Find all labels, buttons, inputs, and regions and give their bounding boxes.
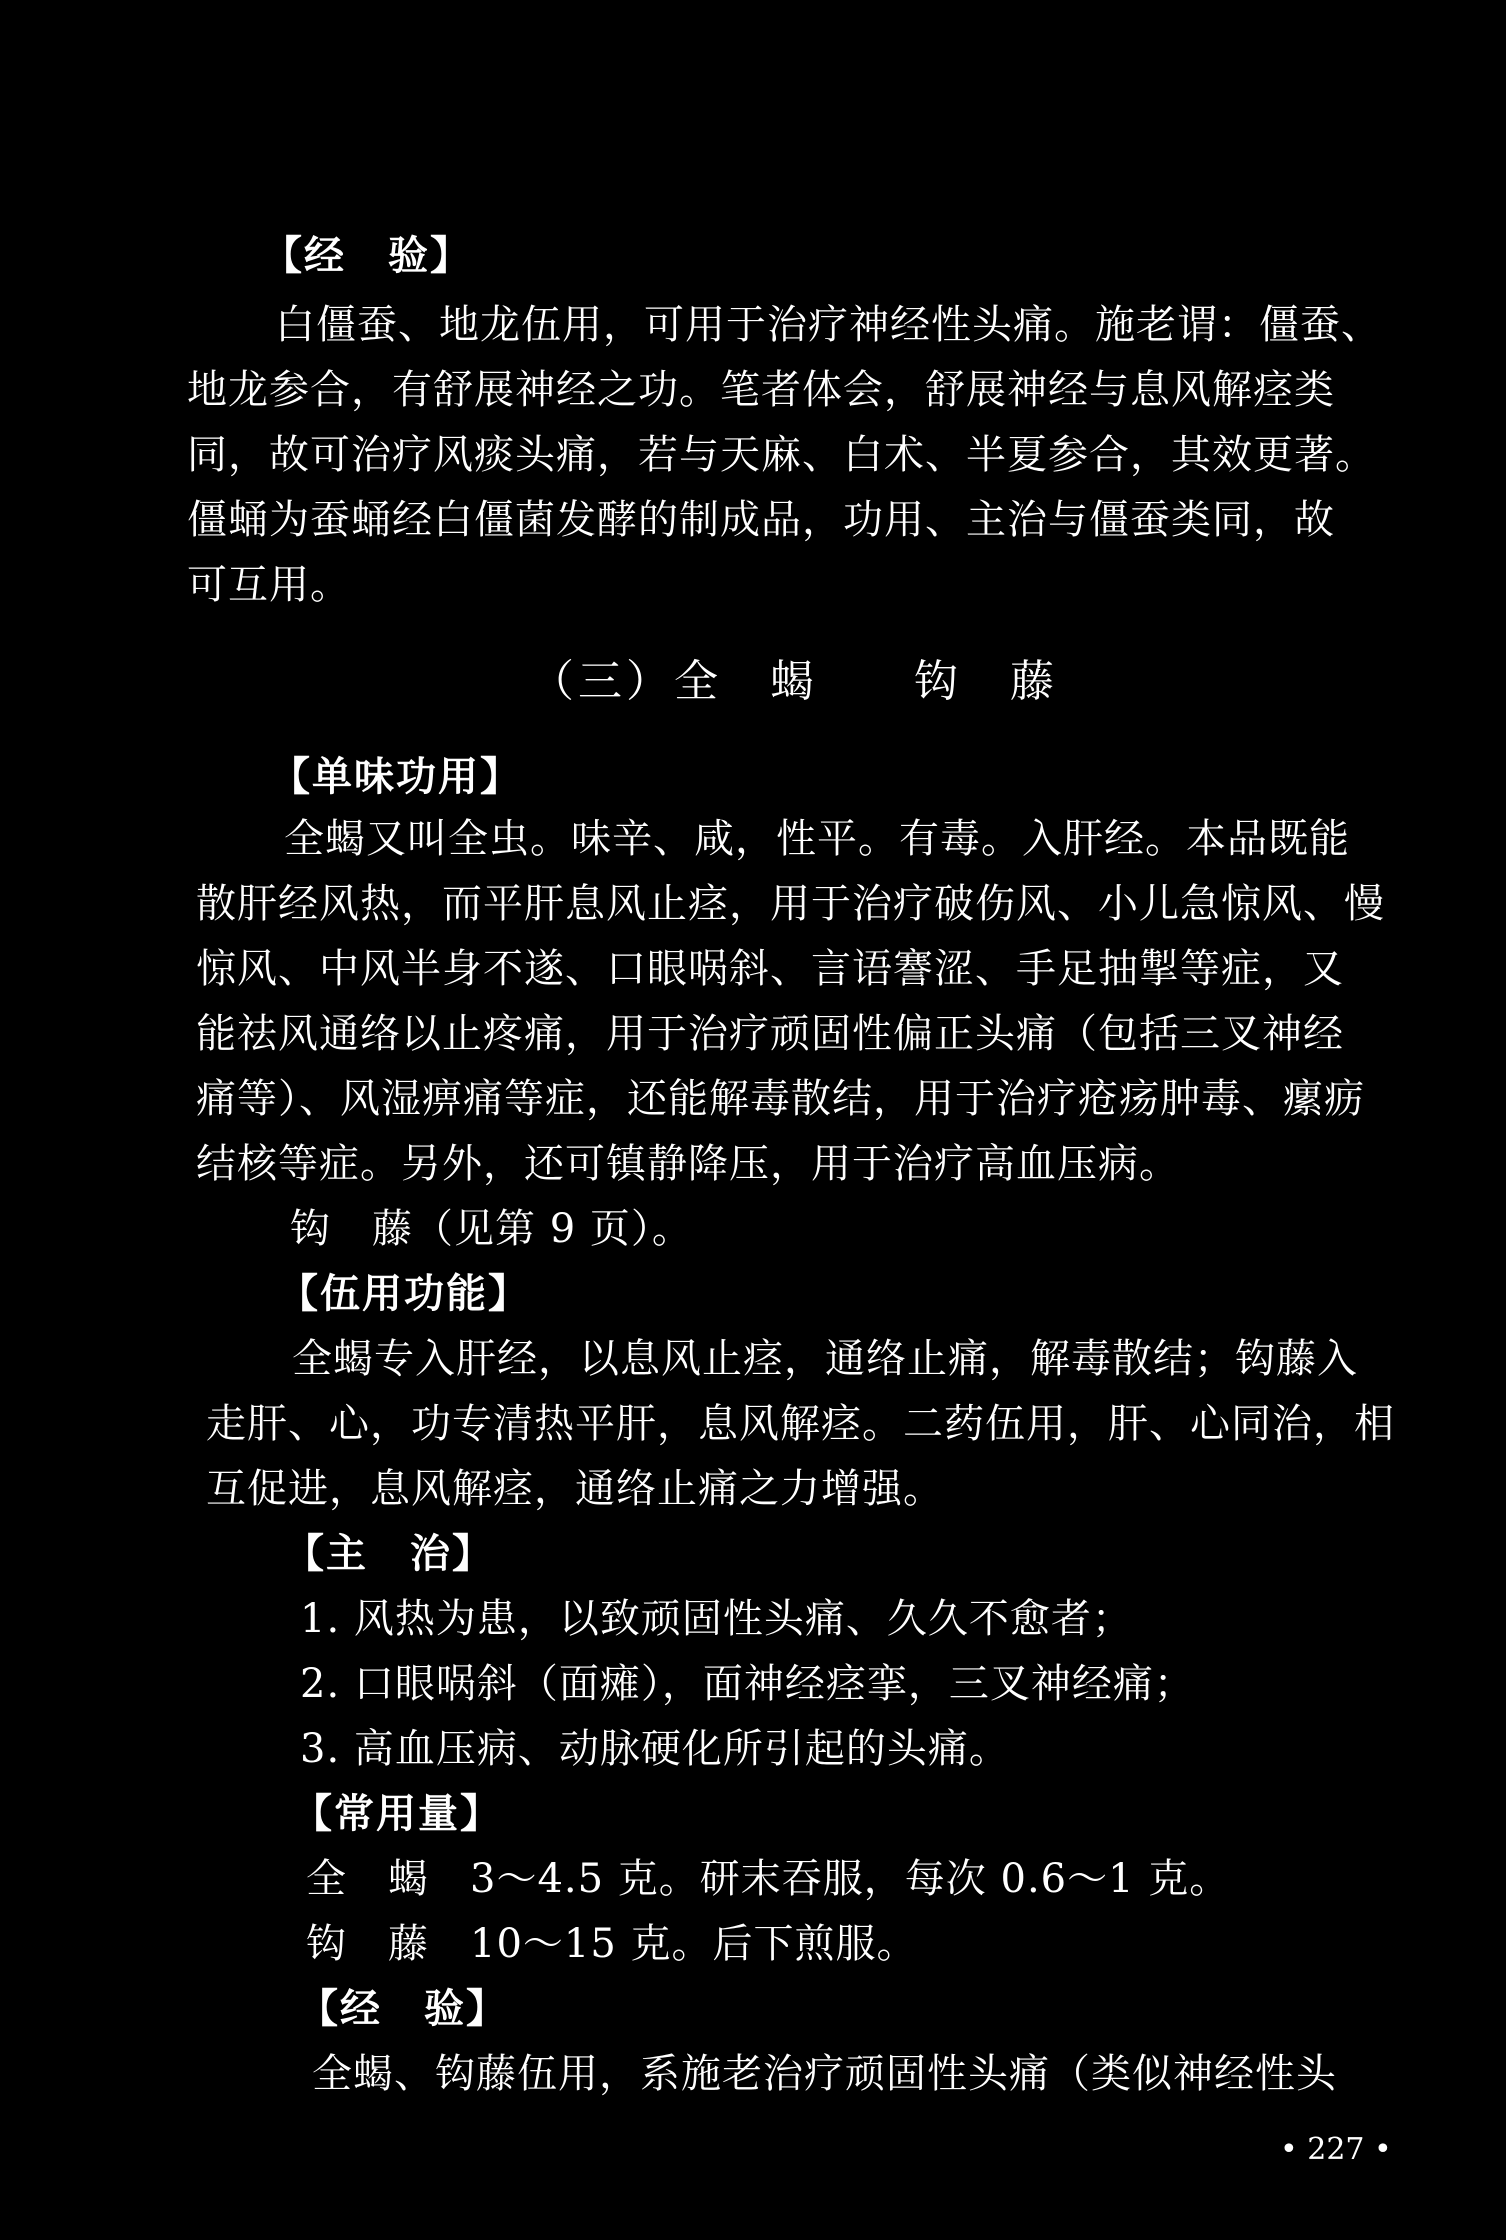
section-heading-combined-function: 【伍用功能】 (278, 1271, 530, 1317)
text-line: 可互用。 (187, 562, 351, 608)
list-item: 2. 口眼㖞斜（面瘫），面神经痉挛，三叉神经痛； (300, 1661, 1195, 1707)
text-line: 白僵蚕、地龙伍用，可用于治疗神经性头痛。施老谓：僵蚕、 (275, 302, 1382, 348)
list-item: 3. 高血压病、动脉硬化所引起的头痛。 (300, 1726, 1010, 1772)
text-line: 全蝎、钩藤伍用，系施老治疗顽固性头痛（类似神经性头 (312, 2051, 1337, 2097)
section-heading-dosage: 【常用量】 (292, 1791, 502, 1837)
text-line: 走肝、心，功专清热平肝，息风解痉。二药伍用，肝、心同治，相 (206, 1401, 1395, 1447)
section-heading-experience-1: 【经 验】 (262, 233, 472, 279)
text-line: 同，故可治疗风痰头痛，若与天麻、白术、半夏参合，其效更著。 (187, 432, 1376, 478)
list-item: 1. 风热为患，以致顽固性头痛、久久不愈者； (300, 1596, 1133, 1642)
text-line: 僵蛹为蚕蛹经白僵菌发酵的制成品，功用、主治与僵蚕类同，故 (187, 497, 1335, 543)
text-line: 地龙参合，有舒展神经之功。笔者体会，舒展神经与息风解痉类 (187, 367, 1335, 413)
dosage-line: 全 蝎 3～4.5 克。研末吞服，每次 0.6～1 克。 (306, 1856, 1231, 1902)
text-line: 痛等）、风湿痹痛等症，还能解毒散结，用于治疗疮疡肿毒、瘰疬 (196, 1076, 1365, 1122)
text-line: 全蝎又叫全虫。味辛、咸，性平。有毒。入肝经。本品既能 (284, 816, 1350, 862)
page-number: • 227 • (1280, 2132, 1392, 2167)
section-heading-experience-2: 【经 验】 (298, 1986, 508, 2032)
text-line: 全蝎专入肝经，以息风止痉，通络止痛，解毒散结；钩藤入 (292, 1336, 1358, 1382)
text-line: 互促进，息风解痉，通络止痛之力增强。 (206, 1466, 944, 1512)
text-line: 能祛风通络以止疼痛，用于治疗顽固性偏正头痛（包括三叉神经 (196, 1011, 1344, 1057)
text-line: 惊风、中风半身不遂、口眼㖞斜、言语謇涩、手足抽掣等症，又 (196, 946, 1344, 992)
text-line: 结核等症。另外，还可镇静降压，用于治疗高血压病。 (196, 1141, 1180, 1187)
dosage-line: 钩 藤 10～15 克。后下煎服。 (306, 1921, 918, 1967)
text-line: 散肝经风热，而平肝息风止痉，用于治疗破伤风、小儿急惊风、慢 (196, 881, 1385, 927)
section-title: （三）全 蝎 钩 藤 (530, 656, 1058, 707)
section-heading-single-function: 【单味功用】 (270, 754, 522, 800)
text-line: 钩 藤（见第 9 页）。 (290, 1206, 693, 1252)
section-heading-indications: 【主 治】 (284, 1531, 494, 1577)
